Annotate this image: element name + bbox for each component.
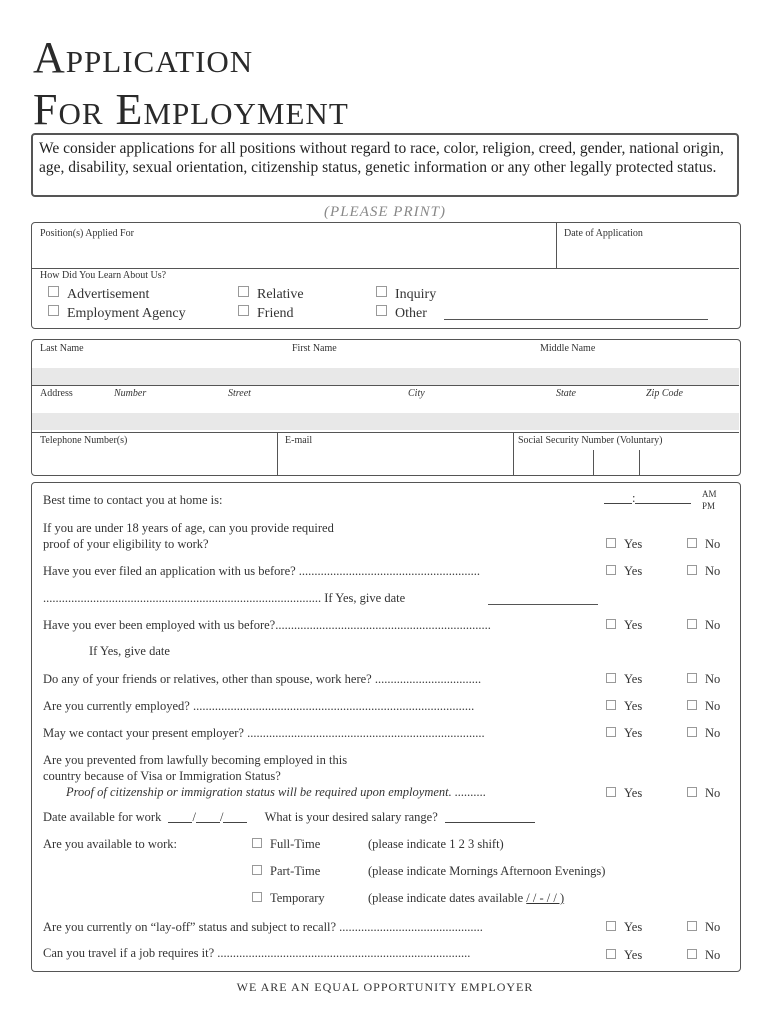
- temporary-note: [368, 891, 564, 906]
- part-time-note: (please indicate Mornings Afternoon Evenings): [368, 864, 606, 878]
- currently-employed-question: Are you currently employed? ..........................................................................................: [43, 699, 475, 713]
- option-relative[interactable]: [238, 286, 304, 303]
- name-shade: [32, 368, 739, 385]
- please-print-note: (PLEASE PRINT): [324, 204, 446, 220]
- zip-code-label: Zip Code: [646, 388, 683, 399]
- checkbox[interactable]: [606, 727, 616, 737]
- checkbox[interactable]: [687, 949, 697, 959]
- eeo-statement: We consider applications for all positions without regard to race, color, religion, creed, gender, national origin, age, disability, sexual orientation, citizenship status, genetic information or any other legally protected status.: [31, 133, 739, 197]
- option-label: Friend: [257, 306, 294, 321]
- no-label: No: [705, 699, 721, 713]
- yes-label: Yes: [624, 948, 643, 962]
- divider: [556, 223, 557, 268]
- visa-yes[interactable]: [606, 786, 642, 801]
- checkbox[interactable]: [687, 619, 697, 629]
- employed-before-no[interactable]: [687, 618, 720, 633]
- question-line: Are you prevented from lawfully becoming employed in this: [43, 753, 348, 767]
- option-label: Advertisement: [67, 287, 150, 302]
- option-other[interactable]: [376, 305, 427, 322]
- form-title-line2: For Employment: [33, 85, 349, 134]
- question-line: If you are under 18 years of age, can you provide required: [43, 521, 334, 535]
- divider: [32, 268, 739, 269]
- yes-label: Yes: [624, 537, 643, 551]
- salary-label: What is your desired salary range?: [264, 810, 438, 824]
- minute-blank[interactable]: [635, 491, 691, 504]
- checkbox[interactable]: [606, 949, 616, 959]
- layoff-no[interactable]: [687, 920, 720, 935]
- checkbox[interactable]: [606, 700, 616, 710]
- employed-if-yes-label: If Yes, give date: [89, 644, 170, 658]
- checkbox[interactable]: [606, 787, 616, 797]
- visa-question: [43, 752, 486, 800]
- full-time-option[interactable]: [252, 837, 320, 852]
- checkbox[interactable]: [252, 838, 262, 848]
- no-label: No: [705, 618, 721, 632]
- checkbox[interactable]: [687, 538, 697, 548]
- no-label: No: [705, 672, 721, 686]
- street-label: Street: [228, 388, 251, 399]
- yes-label: Yes: [624, 699, 643, 713]
- question-line: country because of Visa or Immigration Status?: [43, 769, 281, 783]
- state-label: State: [556, 388, 576, 399]
- checkbox[interactable]: [606, 673, 616, 683]
- checkbox[interactable]: [238, 286, 249, 297]
- option-label: Inquiry: [395, 287, 437, 302]
- employed-before-yes[interactable]: [606, 618, 642, 633]
- date-available-label: Date available for work: [43, 810, 162, 824]
- date-available-row: [43, 810, 535, 825]
- date-slash: /: [192, 810, 196, 824]
- city-label: City: [408, 388, 425, 399]
- no-label: No: [705, 537, 721, 551]
- personal-info-section: [31, 339, 741, 476]
- visa-no[interactable]: [687, 786, 720, 801]
- date-blank[interactable]: [223, 810, 247, 823]
- divider: [513, 432, 514, 475]
- temporary-option[interactable]: [252, 891, 325, 906]
- available-to-work-label: Are you available to work:: [43, 837, 177, 851]
- checkbox[interactable]: [687, 700, 697, 710]
- date-blank[interactable]: [168, 810, 192, 823]
- under-18-no[interactable]: [687, 537, 720, 552]
- yes-label: Yes: [624, 786, 643, 800]
- yes-label: Yes: [624, 564, 643, 578]
- position-label: Position(s) Applied For: [40, 228, 134, 239]
- currently-employed-no[interactable]: [687, 699, 720, 714]
- filed-before-yes[interactable]: [606, 564, 642, 579]
- best-time-field[interactable]: [604, 491, 691, 506]
- question-line: proof of your eligibility to work?: [43, 537, 209, 551]
- currently-employed-yes[interactable]: [606, 699, 642, 714]
- under-18-yes[interactable]: [606, 537, 642, 552]
- option-inquiry[interactable]: [376, 286, 436, 303]
- best-time-label: Best time to contact you at home is:: [43, 493, 223, 507]
- full-time-note: (please indicate 1 2 3 shift): [368, 837, 504, 851]
- checkbox[interactable]: [238, 305, 249, 316]
- checkbox[interactable]: [252, 892, 262, 902]
- form-title: [33, 32, 349, 136]
- travel-question: Can you travel if a job requires it? .................................................................................: [43, 946, 471, 960]
- pm-label[interactable]: PM: [702, 501, 716, 511]
- contact-employer-question: May we contact your present employer? ............................................................................: [43, 726, 485, 740]
- employed-before-question: Have you ever been employed with us before?.....................................................................: [43, 618, 491, 632]
- checkbox[interactable]: [606, 538, 616, 548]
- checkbox[interactable]: [687, 673, 697, 683]
- option-advertisement[interactable]: [48, 286, 149, 303]
- temporary-note-label: (please indicate dates available: [368, 891, 524, 905]
- checkbox[interactable]: [606, 565, 616, 575]
- option-friend[interactable]: [238, 305, 294, 322]
- salary-blank[interactable]: [445, 810, 535, 823]
- checkbox[interactable]: [606, 619, 616, 629]
- divider: [32, 432, 739, 433]
- relatives-question: Do any of your friends or relatives, other than spouse, work here? ..................................: [43, 672, 482, 686]
- checkbox[interactable]: [48, 305, 59, 316]
- no-label: No: [705, 948, 721, 962]
- relatives-yes[interactable]: [606, 672, 642, 687]
- divider: [32, 385, 739, 386]
- part-time-option[interactable]: [252, 864, 320, 879]
- under-18-question: [43, 520, 334, 552]
- checkbox[interactable]: [606, 921, 616, 931]
- relatives-no[interactable]: [687, 672, 720, 687]
- filed-before-question: Have you ever filed an application with us before? ..........................................................: [43, 564, 481, 578]
- option-employment-agency[interactable]: [48, 305, 186, 322]
- hour-blank[interactable]: [604, 491, 632, 504]
- yes-label: Yes: [624, 726, 643, 740]
- address-shade: [32, 413, 739, 430]
- date-slash: /: [219, 810, 224, 824]
- checkbox[interactable]: [687, 787, 697, 797]
- learn-about-us-label: How Did You Learn About Us?: [40, 270, 167, 281]
- time-colon: :: [632, 491, 636, 505]
- first-name-label: First Name: [292, 343, 337, 354]
- other-blank-line[interactable]: [444, 319, 708, 320]
- filed-before-no[interactable]: [687, 564, 720, 579]
- checkbox[interactable]: [48, 286, 59, 297]
- travel-no[interactable]: [687, 948, 720, 963]
- date-blank[interactable]: [196, 810, 220, 823]
- filed-date-blank[interactable]: [488, 604, 598, 605]
- address-label: Address: [40, 388, 73, 399]
- equal-opportunity-footer: WE ARE AN EQUAL OPPORTUNITY EMPLOYER: [236, 980, 534, 994]
- no-label: No: [705, 920, 721, 934]
- ssn-divider: [639, 450, 640, 475]
- questions-section: [31, 482, 741, 972]
- checkbox[interactable]: [687, 921, 697, 931]
- date-of-application-label: Date of Application: [564, 228, 643, 239]
- checkbox[interactable]: [376, 305, 387, 316]
- no-label: No: [705, 564, 721, 578]
- ssn-divider: [593, 450, 594, 475]
- temporary-dates-blank[interactable]: / / - / / ): [526, 891, 565, 905]
- ssn-label: Social Security Number (Voluntary): [518, 435, 663, 446]
- last-name-label: Last Name: [40, 343, 84, 354]
- option-label: Employment Agency: [67, 306, 186, 321]
- checkbox[interactable]: [687, 727, 697, 737]
- checkbox[interactable]: [376, 286, 387, 297]
- travel-yes[interactable]: [606, 948, 642, 963]
- checkbox[interactable]: [687, 565, 697, 575]
- yes-label: Yes: [624, 920, 643, 934]
- contact-employer-yes[interactable]: [606, 726, 642, 741]
- email-label: E-mail: [285, 435, 313, 446]
- checkbox[interactable]: [252, 865, 262, 875]
- no-label: No: [705, 786, 721, 800]
- no-label: No: [705, 726, 721, 740]
- divider: [277, 432, 278, 475]
- contact-employer-no[interactable]: [687, 726, 720, 741]
- option-label: Full-Time: [270, 837, 321, 851]
- form-title-line1: Application: [33, 33, 254, 82]
- layoff-question: Are you currently on “lay-off” status and subject to recall? ..............................................: [43, 920, 483, 934]
- telephone-label: Telephone Number(s): [40, 435, 128, 446]
- position-section: [31, 222, 741, 329]
- number-label: Number: [114, 388, 147, 399]
- option-label: Relative: [257, 287, 304, 302]
- yes-label: Yes: [624, 618, 643, 632]
- option-label: Temporary: [270, 891, 325, 905]
- option-label: Other: [395, 306, 427, 321]
- am-label[interactable]: AM: [702, 489, 717, 499]
- layoff-yes[interactable]: [606, 920, 642, 935]
- yes-label: Yes: [624, 672, 643, 686]
- filed-if-yes-label: ......................................................................................... If Yes, give date: [43, 591, 406, 605]
- option-label: Part-Time: [270, 864, 321, 878]
- question-note: Proof of citizenship or immigration status will be required upon employment. ..........: [66, 785, 487, 799]
- middle-name-label: Middle Name: [540, 343, 596, 354]
